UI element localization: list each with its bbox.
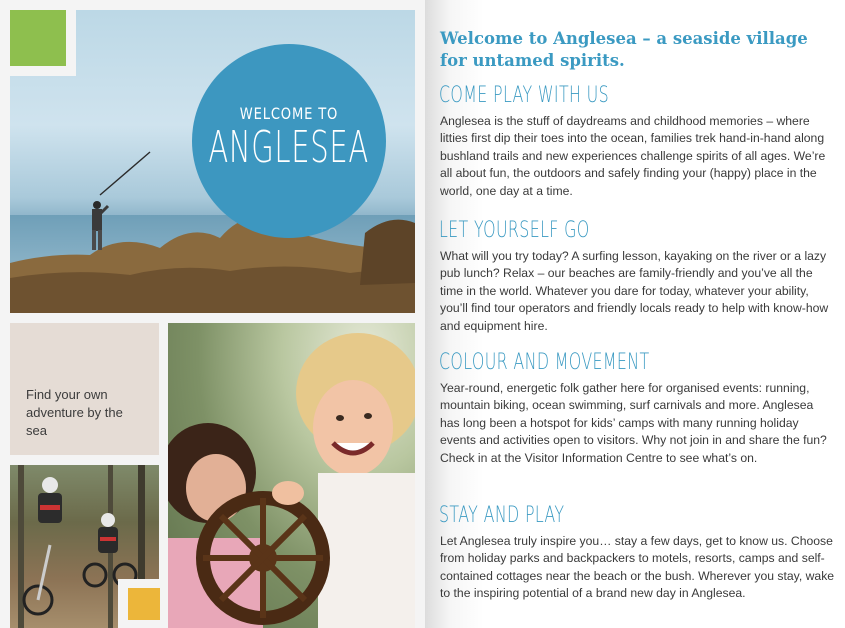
welcome-to-text: WELCOME TO	[239, 103, 339, 123]
section-body-stay-and-play: Let Anglesea truly inspire you… stay a few days, get to know us. Choose from holiday parks and backpackers to motels, resorts, camps and self-contained cottages near the beach or the bush. Wherever you stay, wake to the inspiring potential of a brand new day in Anglesea.	[440, 534, 835, 601]
section-title-come-play: COME PLAY WITH US	[439, 83, 610, 108]
section-title-stay-and-play: STAY AND PLAY	[439, 503, 565, 528]
section-title-colour-movement: COLOUR AND MOVEMENT	[439, 350, 650, 375]
green-accent-square	[10, 10, 66, 66]
fisherman-silhouette	[70, 150, 160, 260]
welcome-circle	[192, 44, 386, 238]
right-page	[425, 0, 845, 628]
section-body-come-play: Anglesea is the stuff of daydreams and childhood memories – where litties first dip their toes into the ocean, families trek hand-in-hand along bushland trails and new experiences challenge spirits of all ages. We’re all about fun, the outdoors and safely finding your (happy) place in the world, one day at a time.	[440, 114, 826, 198]
photo-girls-with-ships-wheel	[168, 323, 415, 628]
section-body-colour-movement: Year-round, energetic folk gather here for organised events: running, mountain biking, ocean swimming, surf carnivals and more. Anglesea has long been a hotspot for kids’ camps with many running holiday events and activities open to visitors. Why not join in and share the fun? Check in at the Visitor Information Centre to see what’s on.	[440, 381, 827, 465]
section-body-let-yourself-go: What will you try today? A surfing lesson, kayaking on the river or a lazy pub lunch? Relax – our beaches are family-friendly and you’ve all the time in the world. Whatever you dare for today, whatever your ability, you’ll find tour operators and friendly locals ready to help with know-how and equipment hire.	[440, 249, 829, 333]
girls-illustration	[168, 323, 415, 628]
yellow-accent-square	[128, 588, 160, 620]
adventure-box	[10, 323, 159, 455]
anglesea-title: ANGLESEA	[208, 121, 370, 173]
page-headline: Welcome to Anglesea – a seaside village for untamed spirits.	[440, 29, 808, 70]
adventure-text: Find your own adventure by the sea	[26, 387, 123, 438]
section-title-let-yourself-go: LET YOURSELF GO	[439, 218, 590, 243]
